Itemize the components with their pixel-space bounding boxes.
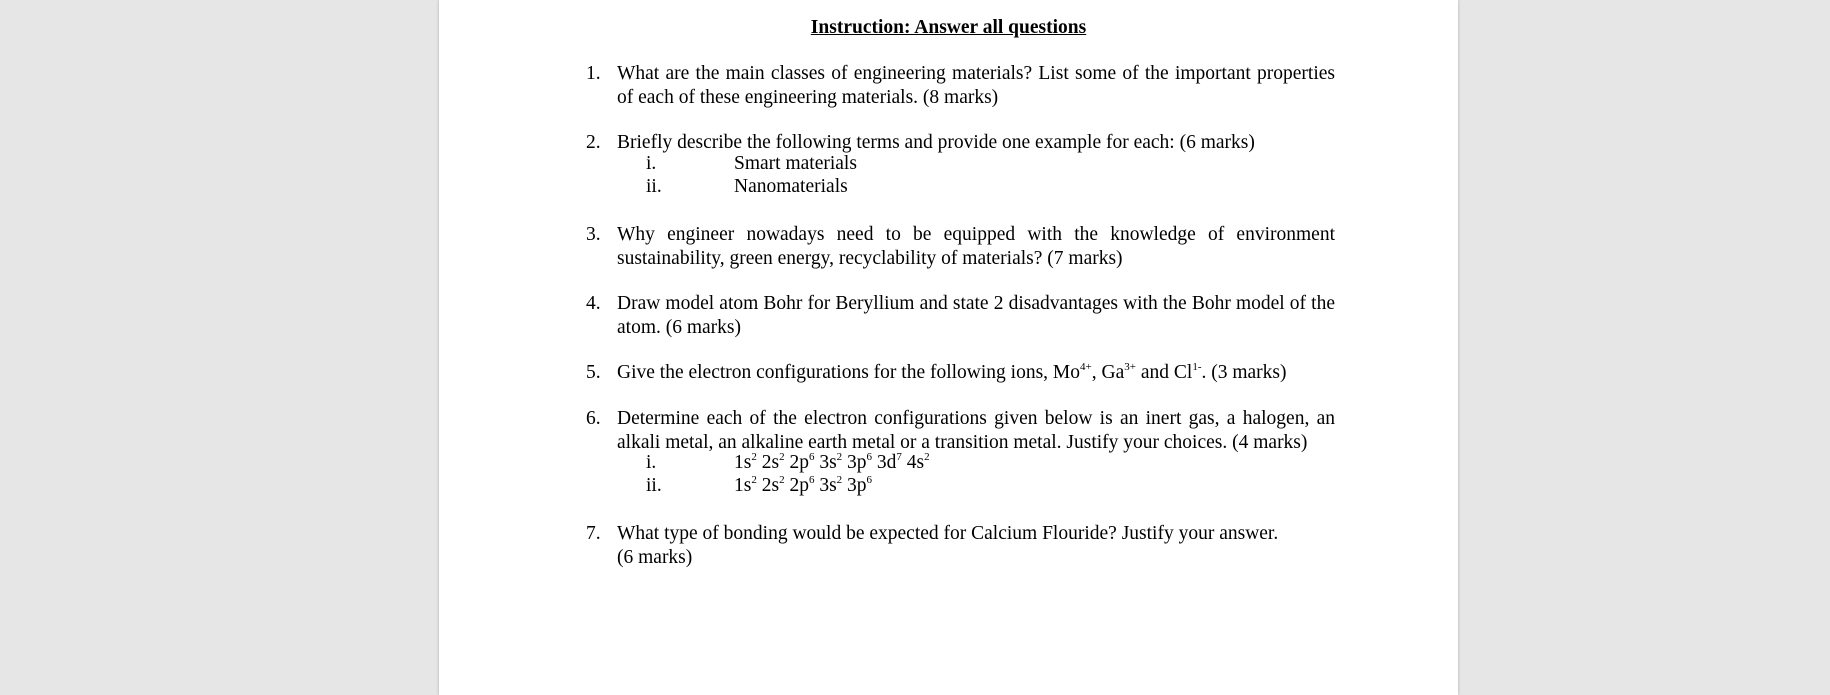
question-text: Why engineer nowadays need to be equipped with the knowledge of environment sustainability, green energy, recyclability of materials? (7 marks)	[617, 224, 1335, 269]
subitem-text: Smart materials	[734, 153, 857, 174]
question-number: 5.	[586, 362, 601, 383]
question-text: Determine each of the electron configurations given below is an inert gas, a halogen, an alkali metal, an alkaline earth metal or a transition metal. Justify your choices. (4 marks)	[617, 408, 1335, 453]
superscript-charge: 4+	[1080, 360, 1092, 373]
question-number: 1.	[586, 63, 601, 84]
question-line: (6 marks)	[617, 546, 693, 568]
instruction-heading: Instruction: Answer all questions	[810, 17, 1087, 38]
text-part: , Ga	[1091, 362, 1125, 383]
document-page	[439, 0, 1458, 695]
electron-configuration: $1s^2$ $2s^2$ $2p^6$ $3s^2$ $3p^6$ $3d^7$ $4s^2$	[734, 450, 930, 473]
question-number: 3.	[586, 224, 601, 245]
question-text	[617, 361, 1335, 385]
question-text: Draw model atom Bohr for Beryllium and state 2 disadvantages with the Bohr model of the atom. (6 marks)	[617, 293, 1335, 338]
question-text: What are the main classes of engineering materials? List some of the important properties of each of these engineering materials. (8 marks)	[617, 63, 1335, 108]
text-part: . (3 marks)	[1201, 362, 1287, 383]
text-part: Give the electron configurations for the following ions, Mo	[617, 362, 1081, 383]
question-number: 2.	[586, 132, 601, 153]
question-number: 7.	[586, 523, 601, 544]
superscript-charge: 3+	[1124, 360, 1136, 373]
question-number: 6.	[586, 408, 601, 429]
question-line: What type of bonding would be expected for Calcium Flouride? Justify your answer.	[617, 523, 1279, 544]
question-number: 4.	[586, 293, 601, 314]
subitem-numeral: i.	[646, 452, 657, 473]
question-text: Briefly describe the following terms and provide one example for each: (6 marks)	[617, 132, 1255, 153]
subitem-text: Nanomaterials	[734, 176, 848, 197]
document-content	[439, 0, 1458, 695]
electron-configuration: $1s^2$ $2s^2$ $2p^6$ $3s^2$ $3p^6$	[734, 473, 873, 496]
subitem-numeral: i.	[646, 153, 657, 174]
subitem-numeral: ii.	[646, 176, 662, 197]
subitem-numeral: ii.	[646, 475, 662, 496]
text-part: and Cl	[1135, 362, 1193, 383]
superscript-charge: 1-	[1192, 360, 1202, 373]
question-text	[617, 522, 1335, 569]
